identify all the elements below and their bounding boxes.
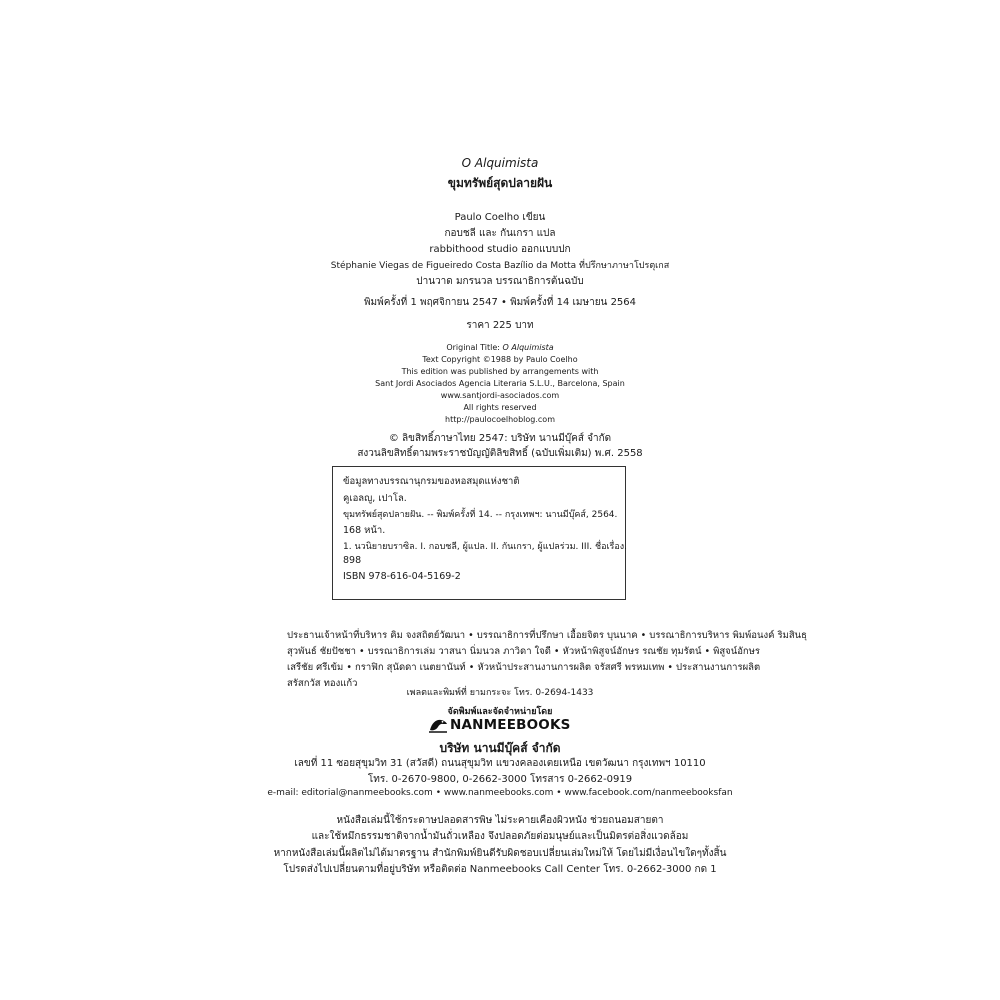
cip-heading: ข้อมูลทางบรรณานุกรมของหอสมุดแห่งชาติ <box>343 476 520 487</box>
defect-note-1: หากหนังสือเล่มนี้ผลิตไม่ได้มาตรฐาน สำนักพิมพ์ยินดีรับผิดชอบเปลี่ยนเล่มใหม่ให้ โดยไม่มีเงื่อนไขใดๆทั้งสิ้น <box>273 848 727 859</box>
credit-portuguese-advisor: Stéphanie Viegas de Figueiredo Costa Bazílio da Motta ที่ปรึกษาภาษาโปรตุเกส <box>330 261 670 271</box>
agency-url: www.santjordi-asociados.com <box>440 391 560 400</box>
original-title-label: Original Title: <box>446 343 503 352</box>
staff-credits-line-2: สุวพันธ์ ชัยปัชชา • บรรณาธิการเล่ม วาสนา นิ่มนวล ภาวิดา ใจดี • หัวหน้าพิสูจน์อักษร รณชัย ทุมรัตน์ • พิสูจน์อักษร <box>287 646 761 657</box>
cip-record-box <box>332 466 626 600</box>
original-title-value: O Alquimista <box>502 343 554 352</box>
company-name: บริษัท นานมีบุ๊คส์ จำกัด <box>439 741 561 755</box>
publisher-logo <box>428 716 571 734</box>
text-copyright: Text Copyright ©1988 by Paulo Coelho <box>422 355 578 364</box>
logo-wordmark: NANMEEBOOKS <box>450 717 571 733</box>
nanmee-bird-logo-icon <box>428 716 448 734</box>
credit-author: Paulo Coelho เขียน <box>454 212 546 223</box>
rights-reserved: All rights reserved <box>463 403 537 412</box>
defect-note-2: โปรดส่งไปเปลี่ยนตามที่อยู่บริษัท หรือติดต่อ Nanmeebooks Call Center โทร. 0-2662-3000 กด 1 <box>283 864 717 875</box>
cip-author: คูเอลญู, เปาโล. <box>343 493 407 504</box>
staff-credits-line-3: เสรีชัย ศรีเข้ม • กราฟิก สุนัดดา เนตยานันท์ • หัวหน้าประสานงานการผลิต จรัสศรี พรหมเทพ • ประสานงานการผลิต <box>287 662 761 673</box>
print-history: พิมพ์ครั้งที่ 1 พฤศจิกายน 2547 • พิมพ์ครั้งที่ 14 เมษายน 2564 <box>363 297 637 308</box>
edition-line: This edition was published by arrangements with <box>401 367 599 376</box>
staff-credits-line-1: ประธานเจ้าหน้าที่บริหาร คิม จงสถิตย์วัฒนา • บรรณาธิการที่ปรึกษา เอื้อยจิตร บุนนาค • บรรณาธิการบริหาร พิมพ์อนงค์ ริมสินธุ <box>287 630 807 641</box>
agency: Sant Jordi Asociados Agencia Literaria S.L.U., Barcelona, Spain <box>375 379 625 388</box>
company-phone: โทร. 0-2670-9800, 0-2662-3000 โทรสาร 0-2662-0919 <box>367 774 633 785</box>
thai-copyright-law: สงวนลิขสิทธิ์ตามพระราชบัญญัติลิขสิทธิ์ (ฉบับเพิ่มเติม) พ.ศ. 2558 <box>357 448 643 459</box>
cip-isbn: ISBN 978-616-04-5169-2 <box>343 571 461 582</box>
credit-editor: ปานวาด มกรนวล บรรณาธิการต้นฉบับ <box>416 276 584 287</box>
credit-cover-design: rabbithood studio ออกแบบปก <box>429 244 571 255</box>
author-url: http://paulocoelhoblog.com <box>445 415 555 424</box>
cip-subjects: 1. นวนิยายบราซิล. I. กอบชลี, ผู้แปล. II. กันเกรา, ผู้แปลร่วม. III. ชื่อเรื่อง. <box>343 542 628 552</box>
company-contact: e-mail: editorial@nanmeebooks.com • www.nanmeebooks.com • www.facebook.com/nanmeebooksfan <box>267 788 733 798</box>
price: ราคา 225 บาท <box>466 320 534 331</box>
original-title: O Alquimista <box>461 156 539 170</box>
cip-classification: 898 <box>343 555 362 566</box>
credit-translator: กอบชลี และ กันเกรา แปล <box>444 228 556 239</box>
distribution-label: จัดพิมพ์และจัดจำหน่ายโดย <box>447 707 553 717</box>
cip-pages: 168 หน้า. <box>343 525 386 536</box>
original-title-line <box>0 343 1000 352</box>
printer-line: เพลตและพิมพ์ที่ ยามกระจะ โทร. 0-2694-1433 <box>406 688 594 698</box>
cip-title-line: ขุมทรัพย์สุดปลายฝัน. -- พิมพ์ครั้งที่ 14. -- กรุงเทพฯ: นานมีบุ๊คส์, 2564. <box>343 510 618 520</box>
staff-credits-line-4: สรัสกวัส ทองแก้ว <box>287 678 358 689</box>
thai-title: ขุมทรัพย์สุดปลายฝัน <box>447 176 553 190</box>
paper-note-1: หนังสือเล่มนี้ใช้กระดาษปลอดสารพิษ ไม่ระคายเคืองผิวหนัง ช่วยถนอมสายตา <box>336 815 664 826</box>
paper-note-2: และใช้หมึกธรรมชาติจากน้ำมันถั่วเหลือง จึงปลอดภัยต่อมนุษย์และเป็นมิตรต่อสิ่งแวดล้อม <box>311 831 689 842</box>
company-address: เลขที่ 11 ซอยสุขุมวิท 31 (สวัสดี) ถนนสุขุมวิท แขวงคลองเตยเหนือ เขตวัฒนา กรุงเทพฯ 10110 <box>294 758 706 769</box>
thai-copyright: © ลิขสิทธิ์ภาษาไทย 2547: บริษัท นานมีบุ๊คส์ จำกัด <box>388 433 612 444</box>
